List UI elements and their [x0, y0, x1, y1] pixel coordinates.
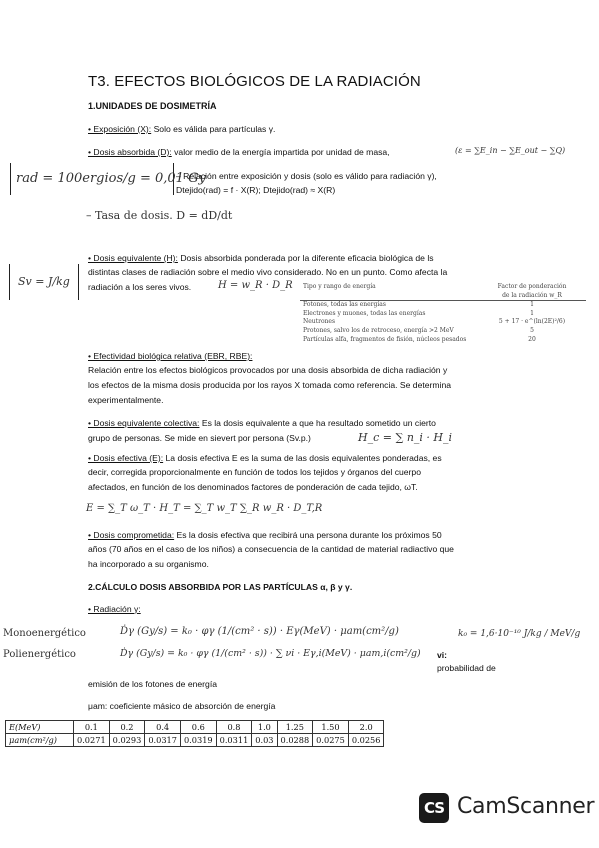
table-cell: 0.6: [180, 721, 216, 734]
comprometida-text: Es la dosis efectiva que recibirá una persona durante los próximos 50: [174, 530, 442, 540]
table-cell: 0.0293: [109, 734, 145, 747]
k0-formula: k₀ = 1,6·10⁻¹⁰ J/kg / MeV/g: [458, 629, 581, 639]
table-row-energy: [6, 721, 384, 734]
dosis-equivalente-formula: H = w_R · D_R: [218, 280, 293, 291]
table-cell: 0.2: [109, 721, 145, 734]
table-cell: 1.50: [313, 721, 349, 734]
factor-table-container: [300, 283, 586, 344]
table-cell: Neutrones: [303, 318, 336, 326]
table-cell: 0.4: [145, 721, 181, 734]
dosis-equivalente-term: • Dosis equivalente (H):: [88, 253, 178, 263]
table-row: [300, 336, 586, 345]
table-cell: Partículas alfa, fragmentos de fisión, núcleos pesados: [303, 335, 467, 343]
factor-table: [300, 283, 586, 344]
table-cell: Protones, salvo los de retroceso, energía >2 MeV: [303, 326, 454, 334]
comprometida-term: • Dosis comprometida:: [88, 530, 175, 540]
table-cell: 1.0: [252, 721, 277, 734]
comprometida-line-1: [88, 528, 442, 542]
mono-label: Monoenergético: [3, 628, 86, 639]
colectiva-term: • Dosis equivalente colectiva:: [88, 418, 200, 428]
table-cell: Fotones, todas las energías: [303, 301, 386, 309]
camscanner-logo-icon: CS: [419, 793, 449, 823]
rad-formula: rad = 100ergios/g = 0,01 Gy: [16, 171, 206, 186]
dosis-equivalente-text: Dosis absorbida ponderada por la diferente eficacia biológica de ls: [177, 253, 434, 263]
table-cell: 0.0288: [277, 734, 313, 747]
probabilidad-line-1: probabilidad de: [437, 663, 496, 673]
exposicion-text: Solo es válida para partículas γ.: [151, 124, 276, 134]
relacion-line-1: – Relación entre exposición y dosis (solo es válido para radiación γ),: [176, 171, 437, 181]
dosis-absorbida-text: valor medio de la energía impartida por unidad de masa,: [171, 147, 390, 157]
dosis-absorbida-line: [88, 145, 390, 159]
section-heading-calculo: 2.CÁLCULO DOSIS ABSORBIDA POR LAS PARTÍCULAS α, β y γ.: [88, 582, 353, 592]
factor-table-header-type: Tipo y rango de energía: [303, 283, 376, 290]
table-row-mu: [6, 734, 384, 747]
table-cell: 1.25: [277, 721, 313, 734]
page-title: T3. EFECTOS BIOLÓGICOS DE LA RADIACIÓN: [88, 73, 421, 90]
table-row: [300, 301, 586, 310]
dosis-equivalente-line-2: distintas clases de radiación sobre el medio vivo considerado. No en un punto. Como afecta la: [88, 267, 448, 277]
table-cell: 0.0271: [74, 734, 110, 747]
radiacion-gamma-heading: • Radiación γ:: [88, 604, 141, 614]
sv-formula: Sv = J/kg: [18, 275, 70, 288]
factor-table-header-factor: Factor de ponderación: [497, 283, 567, 290]
factor-table-header-row: [300, 283, 586, 292]
dosis-absorbida-term: • Dosis absorbida (D):: [88, 147, 172, 157]
table-cell: 0.0317: [145, 734, 181, 747]
tasa-dosis-formula: – Tasa de dosis. D = dD/dt: [86, 209, 233, 222]
poli-formula: Ḋγ (Gy/s) = k₀ · φγ (1/(cm² · s)) · ∑ νi · Eγ,i(MeV) · μam,i(cm²/g): [120, 648, 421, 659]
comprometida-line-3: ha incorporado a su organismo.: [88, 559, 209, 569]
camscanner-watermark-text: CamScanner: [457, 794, 595, 819]
mu-am-definition: μam: coeficiente másico de absorción de energía: [88, 701, 276, 711]
ebr-line-3: experimentalmente.: [88, 395, 164, 405]
colectiva-formula: H_c = ∑ n_i · H_i: [358, 431, 453, 444]
table-cell: 20: [528, 335, 536, 343]
table-cell: 5: [530, 326, 534, 334]
factor-table-header-row-2: [300, 292, 586, 301]
table-cell: 0.8: [216, 721, 252, 734]
table-cell: 0.1: [74, 721, 110, 734]
mono-formula: Ḋγ (Gy/s) = k₀ · φγ (1/(cm² · s)) · Eγ(MeV) · μam(cm²/g): [120, 626, 399, 637]
probabilidad-line-2: emisión de los fotones de energía: [88, 679, 217, 689]
exposicion-term: • Exposición (X):: [88, 124, 152, 134]
table-cell: 1: [530, 309, 534, 317]
table-cell: 1: [530, 301, 534, 309]
colectiva-text: Es la dosis equivalente a que ha resultado sometido un cierto: [199, 418, 436, 428]
table-row: [300, 318, 586, 327]
ebr-term: • Efectividad biológica relativa (EBR, RBE):: [88, 351, 253, 361]
energy-table: [5, 720, 384, 747]
colectiva-line-2: grupo de personas. Se mide en sievert por persona (Sv.p.): [88, 433, 311, 443]
table-cell: 0.03: [252, 734, 277, 747]
efectiva-line-3: afectados, en función de los denominados factores de ponderación de cada tejido, ωT.: [88, 482, 418, 492]
poli-label: Polienergético: [3, 649, 76, 660]
table-cell: 0.0256: [348, 734, 384, 747]
vi-label: vi:: [437, 650, 448, 660]
dosis-equivalente-line-3: radiación a los seres vivos.: [88, 282, 192, 292]
table-row: [300, 327, 586, 336]
table-cell: 0.0311: [216, 734, 252, 747]
factor-table-header-wr: de la radiación w_R: [478, 292, 586, 301]
energy-balance-formula: (ε = ∑E_in − ∑E_out − ∑Q): [455, 146, 566, 155]
comprometida-line-2: años (70 años en el caso de los niños) a consecuencia de la cantidad de material radiactivo que: [88, 544, 454, 554]
exposicion-line: [88, 122, 275, 136]
efectiva-line-2: decir, corregida proporcionalmente en función de todos los tejidos y órganos del cuerpo: [88, 467, 421, 477]
ebr-line-1: Relación entre los efectos biológicos provocados por una dosis absorbida de dicha radiación y: [88, 365, 448, 375]
efectiva-term: • Dosis efectiva (E):: [88, 453, 164, 463]
dosis-equivalente-line-1: [88, 251, 434, 265]
colectiva-line-1: [88, 416, 436, 430]
table-cell: 2.0: [348, 721, 384, 734]
table-cell: Electrones y muones, todas las energías: [303, 309, 426, 317]
efectiva-formula: E = ∑_T ω_T · H_T = ∑_T w_T ∑_R w_R · D_T,R: [86, 503, 323, 514]
table-row: [300, 310, 586, 319]
table-cell: 0.0275: [313, 734, 349, 747]
mu-row-label: μam(cm²/g): [6, 734, 74, 747]
ebr-line-2: los efectos de la misma dosis producida por los rayos X tomada como referencia. Se determina: [88, 380, 452, 390]
energy-table-container: [5, 720, 384, 747]
relacion-line-2: Dtejido(rad) = f · X(R); Dtejido(rad) ≈ X(R): [176, 185, 336, 195]
table-cell: 0.0319: [180, 734, 216, 747]
section-heading-units: 1.UNIDADES DE DOSIMETRÍA: [88, 101, 217, 111]
energy-row-label: E(MeV): [6, 721, 74, 734]
efectiva-text: La dosis efectiva E es la suma de las dosis equivalentes ponderadas, es: [163, 453, 442, 463]
table-cell: 5 + 17 · e^(ln(2E)²/6): [498, 318, 566, 326]
efectiva-line-1: [88, 451, 442, 465]
